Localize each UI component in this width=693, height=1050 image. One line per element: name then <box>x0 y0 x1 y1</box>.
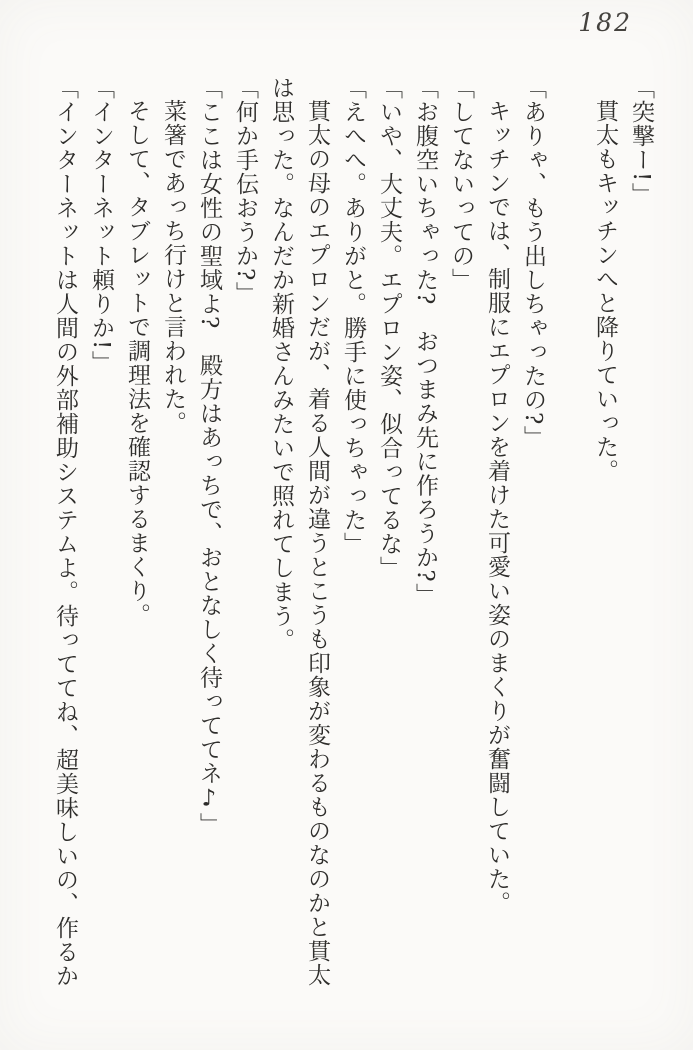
paragraph: 「してないっての」 <box>448 76 474 292</box>
paragraph: 「お腹空いちゃった? おつまみ先に作ろうか?」 <box>412 76 438 607</box>
paragraph: 菜箸であっち行けと言われた。 <box>160 99 186 435</box>
paragraph: 「ここは女性の聖域よ? 殿方はあっちで、おとなしく待っててネ♪」 <box>196 76 222 837</box>
paragraph: そして、タブレットで調理法を確認するまくり。 <box>124 99 150 627</box>
paragraph: 「えへへ。ありがと。勝手に使っちゃった」 <box>340 76 366 556</box>
paragraph: キッチンでは、制服にエプロンを着けた可愛い姿のまくりが奮闘していた。 <box>484 99 510 915</box>
paragraph: 「インターネット頼りか!」 <box>88 76 114 375</box>
blank-line <box>551 76 587 992</box>
paragraph: 「ありゃ、もう出しちゃったの?」 <box>520 76 546 450</box>
page-number: 182 <box>578 8 632 37</box>
paragraph: 「いや、大丈夫。エプロン姿、似合ってるな」 <box>376 76 402 580</box>
paragraph: 「突撃ー!」 <box>628 76 654 207</box>
page-text-area <box>47 76 659 992</box>
paragraph: 「何か手伝おうか?」 <box>232 76 258 306</box>
paragraph: 貫太もキッチンへと降りていった。 <box>592 99 618 483</box>
paragraph: 貫太の母のエプロンだが、着る人間が違うとこうも印象が変わるものなのかと貫太は思った。なんだか新婚さんみたいで照れてしまう。 <box>268 76 330 987</box>
paragraph: 「インターネットは人間の外部補助システムよ。待っててね、超美味しいの、作るか <box>52 76 78 988</box>
